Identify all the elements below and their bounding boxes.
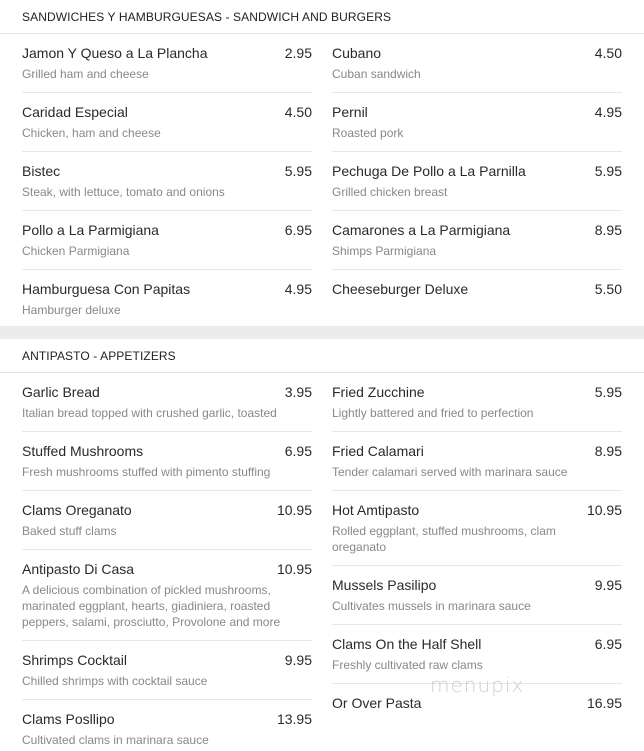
menu-item-description: Baked stuff clams: [22, 524, 117, 538]
menu-item: [22, 373, 312, 432]
menu-item-name: Cubano: [332, 45, 382, 61]
menu-item-name: Pechuga De Pollo a La Parnilla: [332, 163, 526, 179]
menu-item-description: Cuban sandwich: [332, 67, 421, 81]
menu-item-price: 4.50: [284, 104, 312, 120]
menu-item-price: 10.95: [586, 502, 622, 518]
menu-item-description: Chilled shrimps with cocktail sauce: [22, 674, 208, 688]
menu-item-price: 13.95: [276, 711, 312, 727]
menu-item-price: 6.95: [594, 636, 622, 652]
menu-item-description: Chicken Parmigiana: [22, 244, 130, 258]
menu-item-price: 6.95: [284, 222, 312, 238]
menu-item-name: Clams Posllipo: [22, 711, 115, 727]
menu-item-price: 4.95: [284, 281, 312, 297]
section-title: SANDWICHES Y HAMBURGUESAS - SANDWICH AND BURGERS: [0, 0, 644, 34]
menu-column-right: [332, 34, 622, 328]
menu-item-name: Cheeseburger Deluxe: [332, 281, 469, 297]
menu-item: [332, 270, 622, 307]
menu-item-price: 8.95: [594, 443, 622, 459]
menu-item-description: Cultivates mussels in marinara sauce: [332, 599, 531, 613]
menu-item: [22, 211, 312, 270]
menu-item: [22, 152, 312, 211]
menu-item-name: Hamburguesa Con Papitas: [22, 281, 191, 297]
menu-item-description: Roasted pork: [332, 126, 404, 140]
menu-item-description: Chicken, ham and cheese: [22, 126, 161, 140]
menu-item-name: Pollo a La Parmigiana: [22, 222, 159, 238]
menu-item-name: Clams Oreganato: [22, 502, 132, 518]
menu-item: [22, 550, 312, 641]
menu-item-name: Camarones a La Parmigiana: [332, 222, 511, 238]
menu-item-price: 9.95: [284, 652, 312, 668]
menu-item-name: Or Over Pasta: [332, 695, 422, 711]
menu-item: [22, 641, 312, 700]
menu-item-description: Italian bread topped with crushed garlic, toasted: [22, 406, 277, 420]
menu-item: [332, 373, 622, 432]
menu-item: [332, 34, 622, 93]
menu-item-description: Grilled chicken breast: [332, 185, 448, 199]
menu-item-description: Steak, with lettuce, tomato and onions: [22, 185, 225, 199]
watermark-logo: menupix: [430, 673, 525, 697]
section-appetizers: [0, 339, 644, 751]
menu-item: [22, 34, 312, 93]
menu-item-name: Bistec: [22, 163, 61, 179]
menu-item-description: Cultivated clams in marinara sauce: [22, 733, 209, 747]
menu-item-name: Fried Calamari: [332, 443, 424, 459]
menu-column-left: [22, 34, 312, 328]
menu-item-price: 2.95: [284, 45, 312, 61]
menu-item: [332, 211, 622, 270]
menu-item-description: Freshly cultivated raw clams: [332, 658, 483, 672]
menu-item-description: Fresh mushrooms stuffed with pimento stuffing: [22, 465, 271, 479]
menu-item-price: 5.95: [594, 384, 622, 400]
menu-item-name: Fried Zucchine: [332, 384, 425, 400]
menu-item-name: Jamon Y Queso a La Plancha: [22, 45, 208, 61]
menu-item-name: Clams On the Half Shell: [332, 636, 482, 652]
menu-item-name: Mussels Pasilipo: [332, 577, 437, 593]
menu-item: [22, 700, 312, 751]
menu-item-name: Caridad Especial: [22, 104, 128, 120]
section-sandwiches: [0, 0, 644, 326]
menu-item-price: 10.95: [276, 561, 312, 577]
menu-item-name: Shrimps Cocktail: [22, 652, 128, 668]
menu-item-name: Garlic Bread: [22, 384, 100, 400]
menu-item-price: 5.95: [594, 163, 622, 179]
menu-item-price: 4.95: [594, 104, 622, 120]
menu-item-name: Pernil: [332, 104, 368, 120]
menu-item-name: Hot Amtipasto: [332, 502, 420, 518]
menu-item-description: A delicious combination of pickled mushrooms, marinated eggplant, hearts, giadiniera, roasted peppers, salami, prosciutto, Provolone and more: [22, 583, 281, 629]
menu-item: [332, 93, 622, 152]
menu-item-price: 16.95: [586, 695, 622, 711]
menu-item: [22, 93, 312, 152]
menu-item-description: Grilled ham and cheese: [22, 67, 149, 81]
menu-item-price: 5.95: [284, 163, 312, 179]
menu-item-price: 5.50: [594, 281, 622, 297]
menu-item-price: 6.95: [284, 443, 312, 459]
menu-item: [332, 566, 622, 625]
menu-column-left: [22, 373, 312, 751]
menu-item: [22, 432, 312, 491]
menu-item-description: Rolled eggplant, stuffed mushrooms, clam oreganato: [332, 524, 556, 554]
menu-item: [332, 432, 622, 491]
menu-item-name: Stuffed Mushrooms: [22, 443, 144, 459]
section-title: ANTIPASTO - APPETIZERS: [0, 339, 644, 373]
menu-item-price: 3.95: [284, 384, 312, 400]
menu-item-name: Antipasto Di Casa: [22, 561, 135, 577]
menu-item-description: Lightly battered and fried to perfection: [332, 406, 534, 420]
menu-item: [22, 270, 312, 328]
menu-item-price: 10.95: [276, 502, 312, 518]
menu-item: [332, 152, 622, 211]
menu-item-description: Shimps Parmigiana: [332, 244, 437, 258]
menu-item: [332, 491, 622, 566]
menu-item: [22, 491, 312, 550]
menu-item-price: 8.95: [594, 222, 622, 238]
menu-item-price: 4.50: [594, 45, 622, 61]
menu-item-description: Hamburger deluxe: [22, 303, 121, 317]
menu-item-description: Tender calamari served with marinara sauce: [332, 465, 568, 479]
menu-item-price: 9.95: [594, 577, 622, 593]
